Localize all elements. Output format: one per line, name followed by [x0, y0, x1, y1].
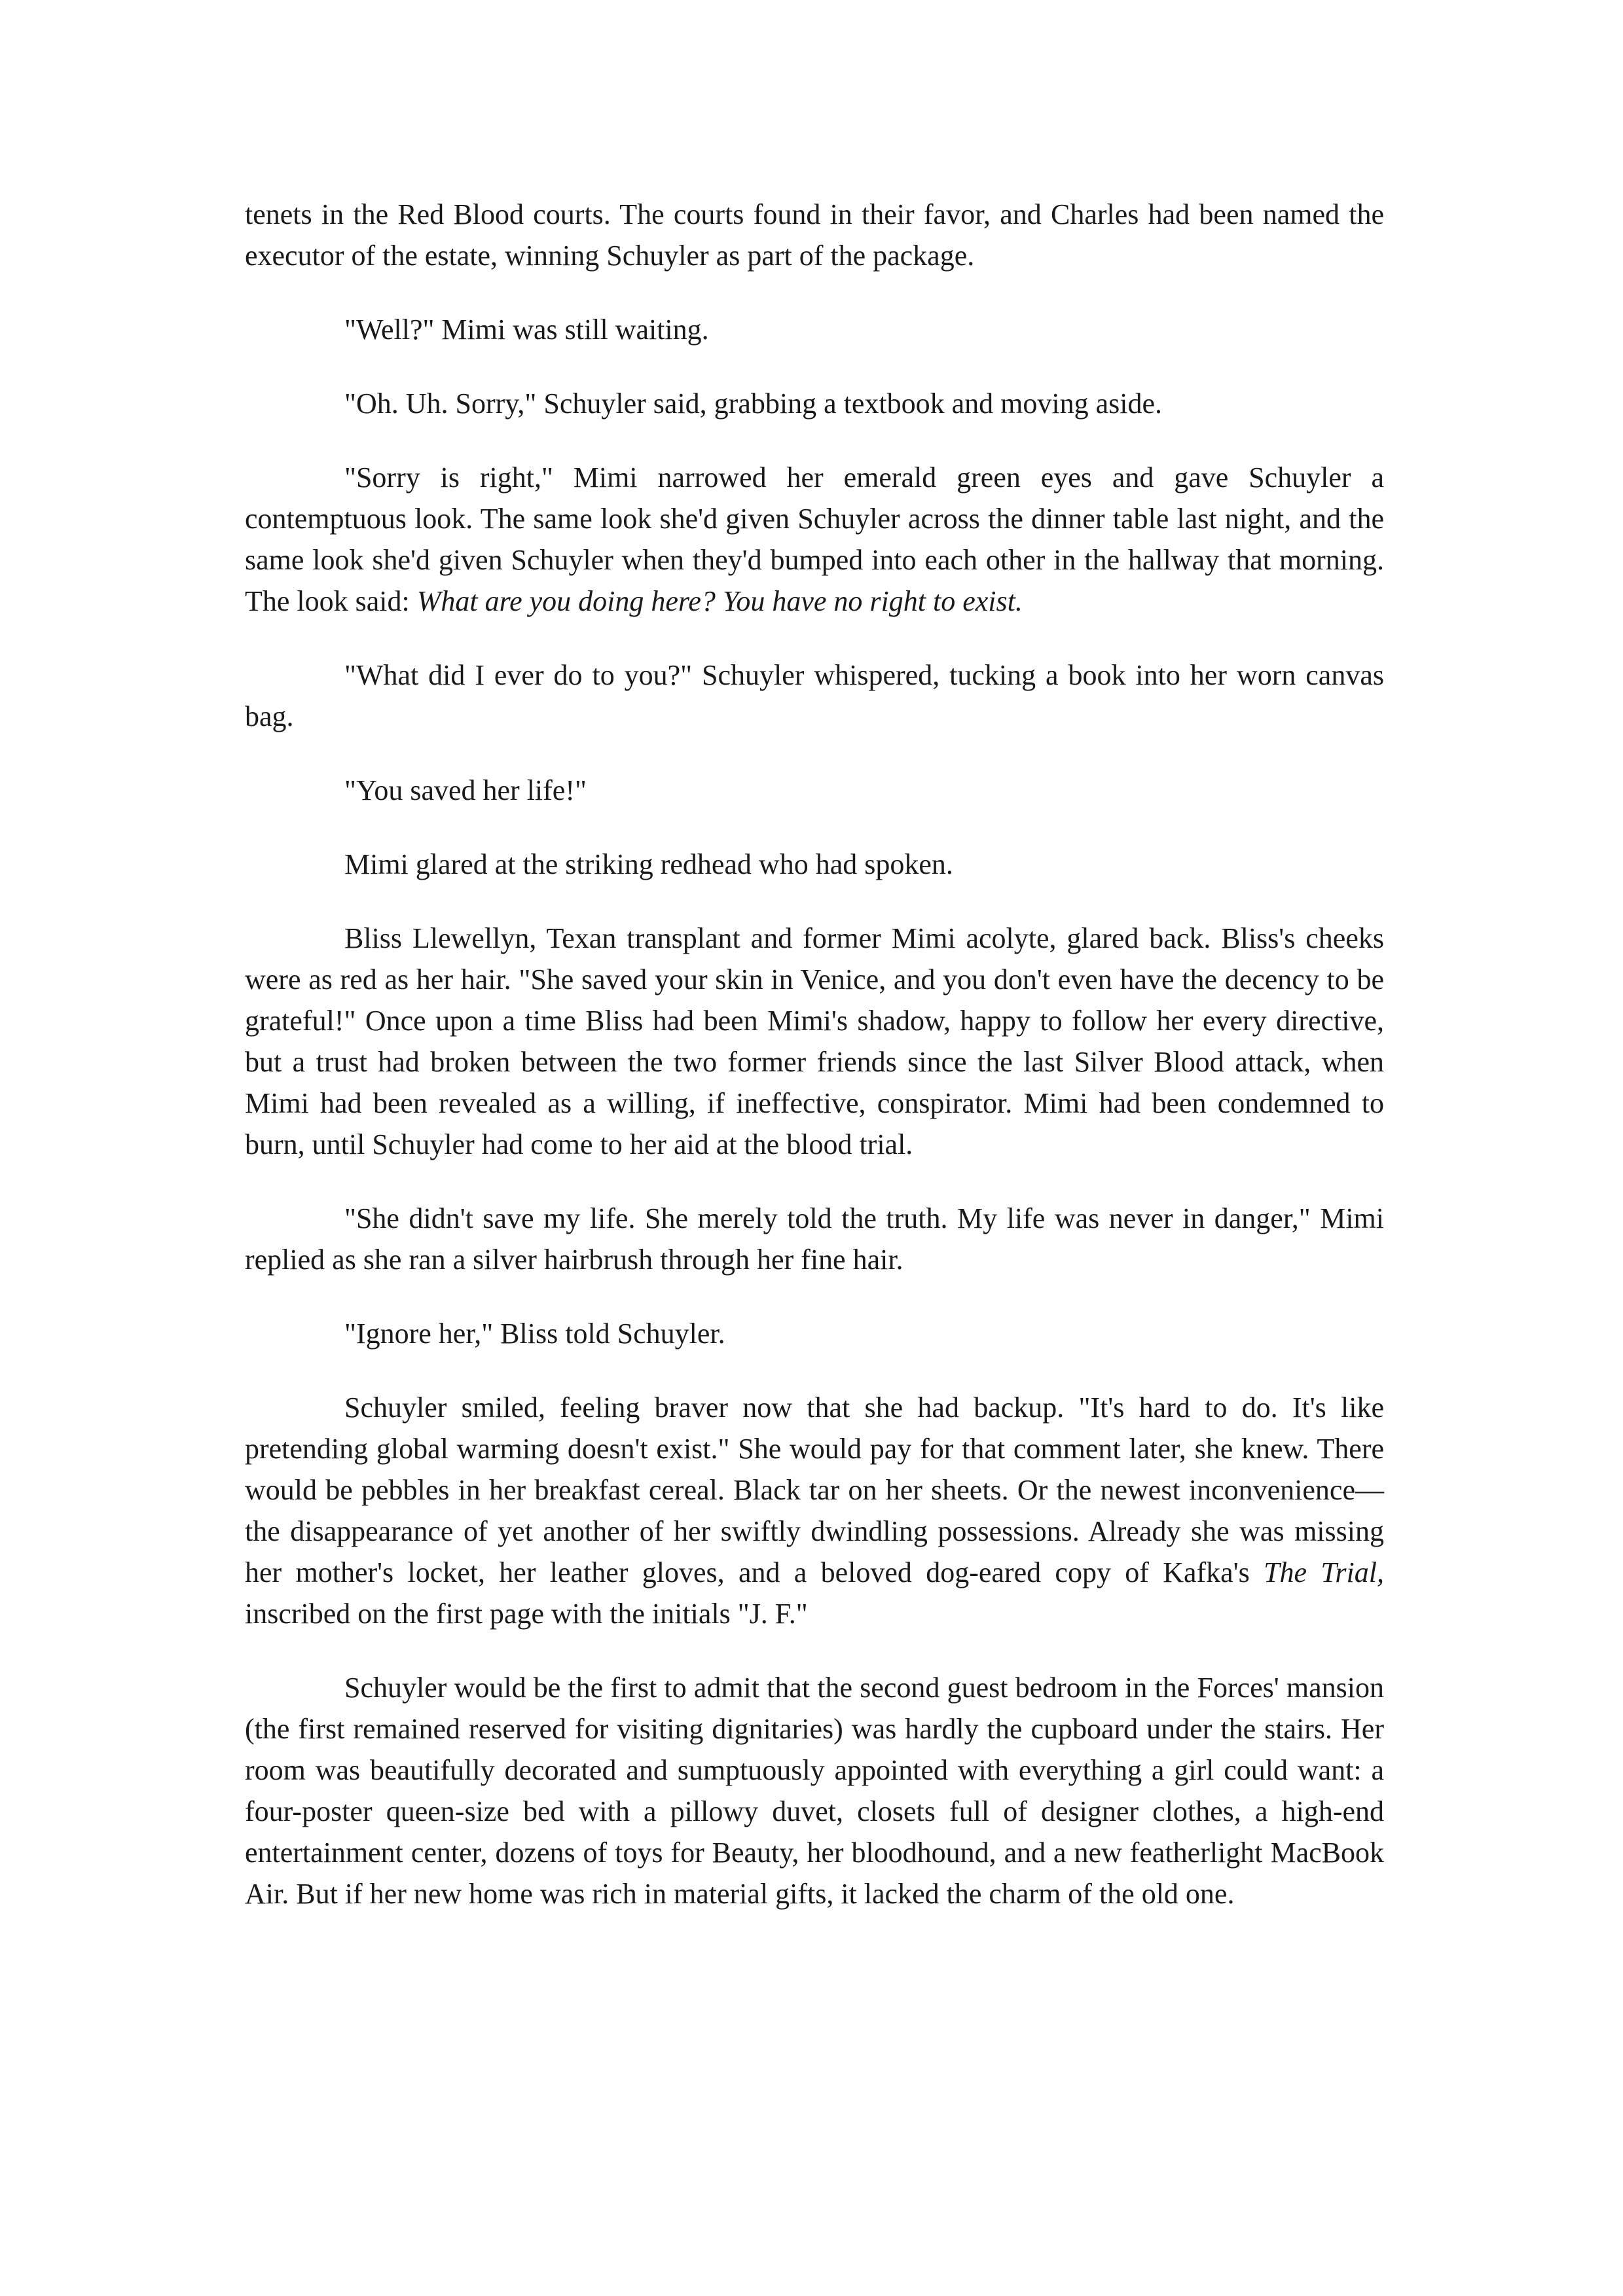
text-span: "Ignore her," Bliss told Schuyler.	[344, 1318, 725, 1350]
paragraph	[245, 309, 1384, 350]
text-span: Mimi glared at the striking redhead who had spoken.	[344, 848, 953, 880]
text-span: "Sorry is right," Mimi narrowed her emerald green eyes and gave Schuyler a contemptuous look. The same look she'd given Schuyler across the dinner table last night, and the same look she'd given Schuyler when they'd bumped into each other in the hallway that morning. The look said:	[245, 461, 1384, 617]
text-span: Schuyler would be the first to admit that the second guest bedroom in the Forces' mansion (the first remained reserved for visiting dignitaries) was hardly the cupboard under the stairs. Her room was beautifully decorated and sumptuously appointed with everything a girl could want: a four-poster queen-size bed with a pillowy duvet, closets full of designer clothes, a high-end entertainment center, dozens of toys for Beauty, her bloodhound, and a new featherlight MacBook Air. But if her new home was rich in material gifts, it lacked the charm of the old one.	[245, 1672, 1384, 1910]
italic-text: What are you doing here? You have no right to exist.	[416, 585, 1023, 617]
text-span: "Well?" Mimi was still waiting.	[344, 314, 709, 346]
paragraph	[245, 918, 1384, 1165]
text-span: "What did I ever do to you?" Schuyler whispered, tucking a book into her worn canvas bag.	[245, 659, 1384, 732]
paragraph	[245, 194, 1384, 276]
text-span: Schuyler smiled, feeling braver now that she had backup. "It's hard to do. It's like pretending global warming doesn't exist." She would pay for that comment later, she knew. There would be pebbles in her breakfast cereal. Black tar on her sheets. Or the newest inconvenience—the disappearance of yet another of her swiftly dwindling possessions. Already she was missing her mother's locket, her leather gloves, and a beloved dog-eared copy of Kafka's	[245, 1391, 1384, 1588]
paragraph	[245, 1667, 1384, 1914]
paragraph	[245, 1198, 1384, 1280]
paragraph	[245, 844, 1384, 885]
paragraph	[245, 770, 1384, 811]
paragraph	[245, 1387, 1384, 1634]
italic-text: The Trial,	[1264, 1556, 1384, 1588]
paragraph	[245, 655, 1384, 737]
text-span: "Oh. Uh. Sorry," Schuyler said, grabbing a textbook and moving aside.	[344, 387, 1162, 420]
paragraph	[245, 457, 1384, 622]
text-span: "She didn't save my life. She merely told the truth. My life was never in danger," Mimi replied as she ran a silver hairbrush through her fine hair.	[245, 1202, 1384, 1276]
paragraph	[245, 1313, 1384, 1354]
body-text	[245, 194, 1384, 1947]
paragraph	[245, 383, 1384, 424]
text-span: "You saved her life!"	[344, 774, 587, 806]
text-span: inscribed on the first page with the initials "J. F."	[245, 1598, 808, 1630]
text-span: tenets in the Red Blood courts. The courts found in their favor, and Charles had been named the executor of the estate, winning Schuyler as part of the package.	[245, 198, 1384, 272]
text-span: Bliss Llewellyn, Texan transplant and former Mimi acolyte, glared back. Bliss's cheeks were as red as her hair. "She saved your skin in Venice, and you don't even have the decency to be grateful!" Once upon a time Bliss had been Mimi's shadow, happy to follow her every directive, but a trust had broken between the two former friends since the last Silver Blood attack, when Mimi had been revealed as a willing, if ineffective, conspirator. Mimi had been condemned to burn, until Schuyler had come to her aid at the blood trial.	[245, 922, 1384, 1160]
